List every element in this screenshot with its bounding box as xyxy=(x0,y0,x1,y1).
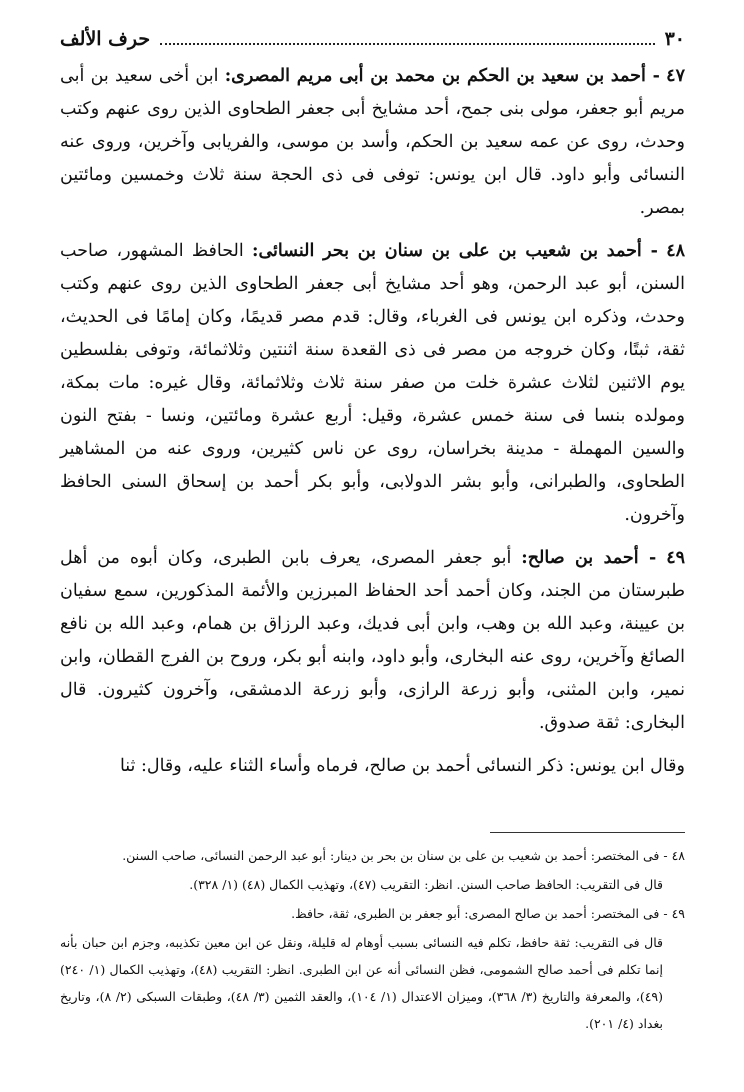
entry-text: أبو جعفر المصرى، يعرف بابن الطبرى، وكان أبوه من أهل طبرستان من الجند، وكان أحمد أحد الحفاظ المبرزين والأئمة المذكورين، سمع سفيان بن عيينة، وعبد الله بن وهب، وابن أبى فديك، وعبد الرزاق بن همام، وعبد الله بن نافع الصائغ وآخرين، روى عنه البخارى، وأبو داود، وابنه أبو بكر، وروح بن الفرج القطان، وابن نمير، وابن المثنى، وأبو زرعة الرازى، وأبو زرعة الدمشقى، وآخرون كثيرون. قال البخارى: ثقة صدوق. xyxy=(60,548,685,733)
entry-number: ٤٩ xyxy=(666,548,685,568)
entry-number: ٤٨ xyxy=(666,241,685,261)
footnote-48: ٤٨ - فى المختصر: أحمد بن شعيب بن على بن سنان بن بحر بن دينار: أبو عبد الرحمن النسائى، صاحب السنن. xyxy=(122,848,685,863)
entry-49: ٤٩ - أحمد بن صالح: أبو جعفر المصرى، يعرف بابن الطبرى، وكان أبوه من أهل طبرستان من الجند، وكان أحمد أحد الحفاظ المبرزين والأئمة المذكورين، سمع سفيان بن عيينة، وعبد الله بن وهب، وابن أبى فديك، وعبد الرزاق بن همام، وعبد الله بن نافع الصائغ وآخرين، روى عنه البخارى، وأبو داود، وابنه أبو بكر، وروح بن الفرج القطان، وابن نمير، وابن المثنى، وأبو زرعة الرازى، وأبو زرعة الدمشقى، وآخرون كثيرون. قال البخارى: ثقة صدوق. xyxy=(60,548,685,733)
footnote-49: ٤٩ - فى المختصر: أحمد بن صالح المصرى: أبو جعفر بن الطبرى، ثقة، حافظ. xyxy=(291,906,685,921)
running-header xyxy=(60,28,685,58)
entry-name: أحمد بن شعيب بن على بن سنان بن بحر النسائى: xyxy=(252,241,642,261)
page-number: ٣٠ xyxy=(664,28,685,50)
entry-number: ٤٧ xyxy=(666,66,685,86)
leader-dots xyxy=(160,42,654,45)
continuation-paragraph: وقال ابن يونس: ذكر النسائى أحمد بن صالح، فرماه وأساء الثناء عليه، وقال: ثنا xyxy=(119,756,685,776)
section-title: حرف الألف xyxy=(60,28,151,50)
footnotes xyxy=(60,842,685,1039)
footnote-49-detail: قال فى التقريب: ثقة حافظ، تكلم فيه النسائى بسبب أوهام له قليلة، ونقل عن ابن معين تكذيبه، وجزم ابن حبان بأنه إنما تكلم فى أحمد صالح الشمومى، فظن النسائى أنه عن ابن الطبرى. انظر: التقريب (٤٨)، وتهذيب الكمال (١/ ٢٤٠) (٤٩)، والمعرفة والتاريخ (٣/ ٣٦٨)، وميزان الاعتدال (١/ ١٠٤)، والعقد الثمين (٣/ ٤٨)، وطبقات السبكى (٢/ ٨)، وتاريخ بغداد (٤/ ٢٠١). xyxy=(60,935,664,1031)
entry-48: ٤٨ - أحمد بن شعيب بن على بن سنان بن بحر النسائى: الحافظ المشهور، صاحب السنن، أبو عبد الرحمن، وهو أحد مشايخ أبى جعفر الطحاوى الذين روى عنهم وكتب وحدث، وذكره ابن يونس فى الغرباء، وقال: قدم مصر قديمًا، وكان إمامًا فى الحديث، ثقة، ثبتًا، وكان خروجه من مصر فى ذى القعدة سنة اثنتين وثلاثمائة، وتوفى بفلسطين يوم الاثنين لثلاث عشرة خلت من صفر سنة ثلاث وثلاثمائة، وقال غيره: مات بمكة، ومولده بنسا فى سنة خمس عشرة، وقيل: أربع عشرة ومائتين، ونسا - بفتح النون والسين المهملة - مدينة بخراسان، روى عن ناس كثيرين، وروى عنه من المشاهير الطحاوى، والطبرانى، وأبو بشر الدولابى، وأبو بكر أحمد بن إسحاق السنى الحافظ وآخرون. xyxy=(60,241,686,525)
entry-name: أحمد بن صالح: xyxy=(521,548,639,568)
footnote-separator xyxy=(490,832,685,833)
footnote-48-detail: قال فى التقريب: الحافظ صاحب السنن. انظر: التقريب (٤٧)، وتهذيب الكمال (٤٨) (١/ ٣٢٨). xyxy=(189,877,663,892)
entry-name: أحمد بن سعيد بن الحكم بن محمد بن أبى مريم المصرى: xyxy=(224,66,646,86)
entry-text: الحافظ المشهور، صاحب السنن، أبو عبد الرحمن، وهو أحد مشايخ أبى جعفر الطحاوى الذين روى عنهم وكتب وحدث، وذكره ابن يونس فى الغرباء، وقال: قدم مصر قديمًا، وكان إمامًا فى الحديث، ثقة، ثبتًا، وكان خروجه من مصر فى ذى القعدة سنة اثنتين وثلاثمائة، وتوفى بفلسطين يوم الاثنين لثلاث عشرة خلت من صفر سنة ثلاث وثلاثمائة، وقال غيره: مات بمكة، ومولده بنسا فى سنة خمس عشرة، وقيل: أربع عشرة ومائتين، ونسا - بفتح النون والسين المهملة - مدينة بخراسان، روى عن ناس كثيرين، وروى عنه من المشاهير الطحاوى، والطبرانى، وأبو بشر الدولابى، وأبو بكر أحمد بن إسحاق السنى الحافظ وآخرون. xyxy=(60,241,686,525)
entry-text: ابن أخى سعيد بن أبى مريم أبو جعفر، مولى بنى جمح، أحد مشايخ أبى جعفر الطحاوى الذين روى عنهم وكتب وحدث، روى عن عمه سعيد بن الحكم، وأسد بن موسى، والفريابى وآخرين، وروى عنه النسائى وأبو داود. قال ابن يونس: توفى فى ذى الحجة سنة ثلاث وخمسين ومائتين بمصر. xyxy=(60,66,685,218)
entry-47: ٤٧ - أحمد بن سعيد بن الحكم بن محمد بن أبى مريم المصرى: ابن أخى سعيد بن أبى مريم أبو جعفر، مولى بنى جمح، أحد مشايخ أبى جعفر الطحاوى الذين روى عنهم وكتب وحدث، روى عن عمه سعيد بن الحكم، وأسد بن موسى، والفريابى وآخرين، وروى عنه النسائى وأبو داود. قال ابن يونس: توفى فى ذى الحجة سنة ثلاث وخمسين ومائتين بمصر. xyxy=(60,66,685,218)
page-body xyxy=(60,28,685,783)
